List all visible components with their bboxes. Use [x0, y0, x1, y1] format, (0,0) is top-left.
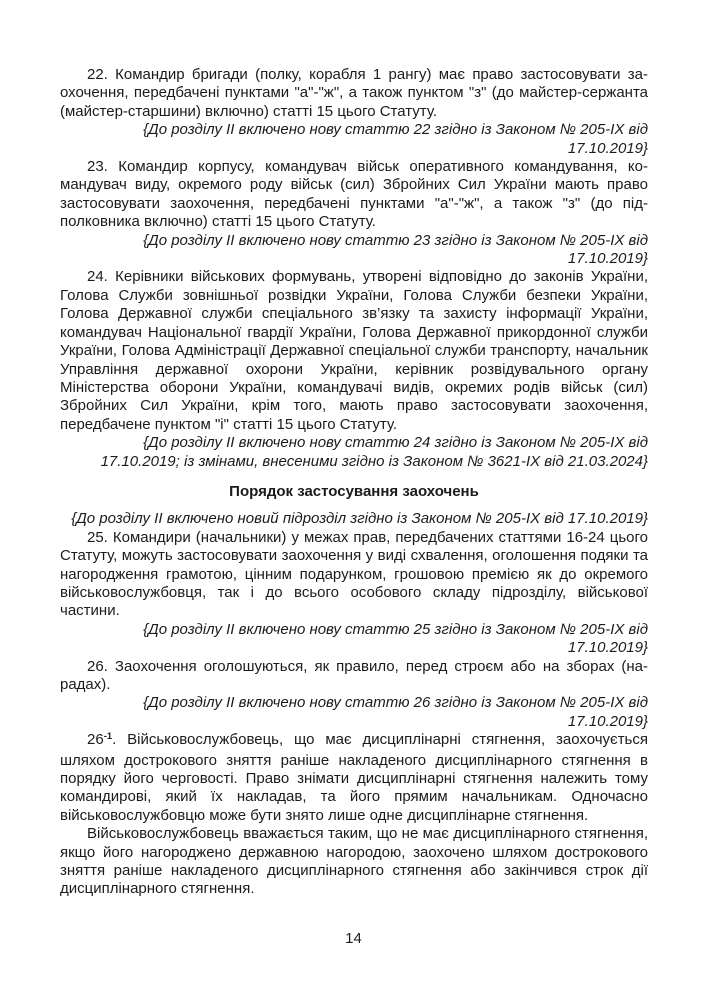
paragraph-article-23: 23. Командир корпусу, командувач військ оперативного командування, командувач виду, окремого роду військ (сил) Збройних Сил України мають право застосовувати заохочення, передбачені пунктами "а"-"ж", а також "з" (до підполковника включно) статті 15 цього Статуту. — [60, 158, 648, 231]
document-content — [60, 66, 648, 899]
paragraph-article-22: 22. Командир бригади (полку, корабля 1 рангу) має право застосовувати заохочення, передбачені пунктами "а"-"ж", а також пунктом "з" (до майстер-сержанта (майстер-старшини) включно) статті 15 цього Статуту. — [60, 66, 648, 120]
amendment-note-article-22: {До розділу II включено нову статтю 22 згідно із Законом № 205-IX від 17.10.2019} — [143, 121, 648, 157]
paragraph-article-25: 25. Командири (начальники) у межах прав, передбачених статтями 16-24 цього Статуту, можуть застосовувати заохочення у виді схвалення, оголошення подяки та нагородження грамотою, цінним подарунком, грошовою премією як до окремого військовослужбовця, так і до всього особового складу підрозділу, військової частини. — [60, 528, 648, 620]
paragraph-article-24: 24. Керівники військових формувань, утворені відповідно до законів України, Голова Служби зовнішньої розвідки України, Голова Служби безпеки України, Голова Державної служби спеціального зв’язку та захисту інформації України, командувач Національної гвардії України, Голова Державної прикордонної служби України, Голова Адміністрації Державної спеціальної служби транспорту, начальник Управління державної охорони України, керівник розвідувального органу Міністерства оборони України, командувачі видів, окремих родів військ (сил) Збройних Сил України, крім того, мають право застосовувати заохочення, передбачене пунктом "і" статті 15 цього Статуту. — [60, 268, 648, 433]
amendment-note-article-26: {До розділу II включено нову статтю 26 згідно із Законом № 205-IX від 17.10.2019} — [143, 694, 648, 730]
page-number: 14 — [345, 930, 362, 947]
section-heading: Порядок застосування заохочень — [229, 482, 479, 500]
article-26-1-superscript: -1 — [103, 731, 113, 743]
paragraph-article-26-1-continued: Військовослужбовець вважається таким, що не має дисциплінарного стягнення, якщо його нагороджено державною нагородою, заохочено шляхом дострокового зняття раніше накладеного дисциплінарного стягнення або закінчився строк дії дисциплінарного стягнення. — [60, 825, 648, 898]
amendment-note-article-23: {До розділу II включено нову статтю 23 згідно із Законом № 205-IX від 17.10.2019} — [143, 231, 648, 268]
article-26-1-number: 26 — [87, 731, 104, 749]
amendment-note-article-24: {До розділу II включено нову статтю 24 згідно із Законом № 205-IX від 17.10.2019; із змінами, внесеними згідно із Законом № 3621-IX від 21.03.2024} — [100, 434, 648, 470]
paragraph-article-26: 26. Заохочення оголошуються, як правило, перед строєм або на зборах (нарадах). — [60, 657, 648, 693]
amendment-note-subsection: {До розділу II включено новий підрозділ згідно із Законом № 205-IX від 17.10.2019} — [71, 510, 648, 528]
article-26-1-text: . Військовослужбовець, що має дисциплінарні стягнення, заохочується шляхом дострокового зняття раніше накладеного дисциплінарного стягнення в порядку його черговості. Право знімати дисциплінарні стягнення належить тому командирові, який їх накладав, та його прямим начальникам. Одночасно військовослужбовцю може бути знято лише одне дисциплінарне стягнення. — [60, 731, 648, 824]
amendment-note-article-25: {До розділу II включено нову статтю 25 згідно із Законом № 205-IX від 17.10.2019} — [143, 620, 648, 657]
paragraph-article-26-1 — [60, 731, 648, 825]
